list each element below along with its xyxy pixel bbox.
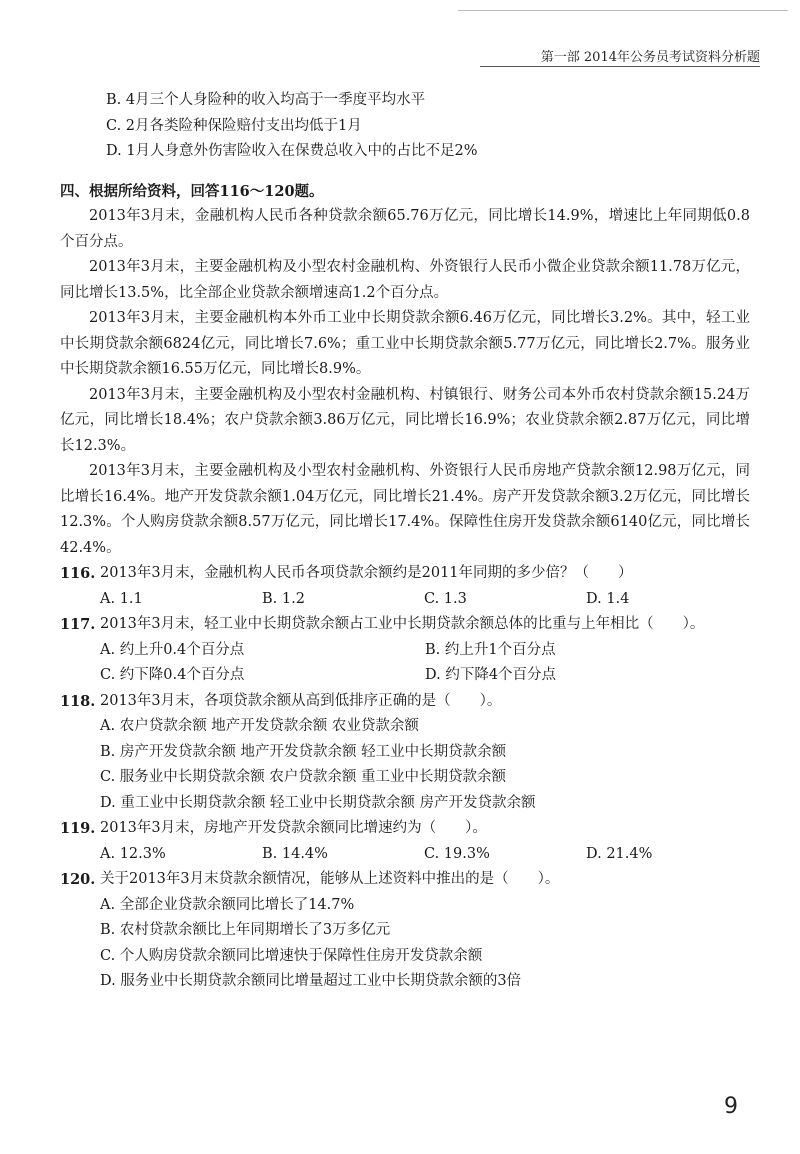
option-a: A. 12.3% — [100, 845, 166, 862]
section-title: 四、根据所给资料，回答116～120题。 — [60, 182, 324, 200]
question-116-options — [60, 587, 750, 613]
data-paragraph: 2013年3月末，主要金融机构本外币工业中长期贷款余额6.46万亿元，同比增长3.2%。其中，轻工业中长期贷款余额6824亿元，同比增长7.6%；重工业中长期贷款余额5.77万亿元，同比增长2.7%。服务业中长期贷款余额16.55万亿元，同比增长8.9%。 — [60, 310, 750, 377]
option-b: B. 约上升1个百分点 — [425, 641, 556, 658]
page-number: 9 — [724, 1094, 738, 1119]
page-content — [60, 88, 750, 995]
question-number: 118. — [60, 692, 96, 710]
question-number: 117. — [60, 616, 96, 633]
option-d: D. 重工业中长期贷款余额 轻工业中长期贷款余额 房产开发贷款余额 — [100, 794, 536, 811]
question-119-options — [60, 842, 750, 868]
option-b: B. 1.2 — [262, 590, 305, 607]
top-rule — [458, 10, 788, 11]
option-b: B. 农村贷款余额比上年同期增长了3万多亿元 — [100, 922, 391, 938]
option-d: D. 1月人身意外伤害险收入在保费总收入中的占比不足2% — [106, 143, 478, 159]
data-paragraph: 2013年3月末，主要金融机构及小型农村金融机构、村镇银行、财务公司本外币农村贷款余额15.24万亿元，同比增长18.4%；农户贷款余额3.86万亿元，同比增长16.9%；农业贷款余额2.87万亿元，同比增长12.3%。 — [60, 386, 750, 454]
option-d: D. 服务业中长期贷款余额同比增量超过工业中长期贷款余额的3倍 — [100, 973, 522, 989]
option-c: C. 服务业中长期贷款余额 农户贷款余额 重工业中长期贷款余额 — [100, 769, 507, 785]
option-d: D. 1.4 — [586, 590, 630, 607]
option-c: C. 约下降0.4个百分点 — [100, 667, 245, 683]
question-117 — [60, 612, 750, 638]
option-d: D. 21.4% — [586, 845, 653, 862]
question-number: 116. — [60, 565, 96, 582]
question-117-options-row1 — [60, 638, 750, 664]
question-117-options-row2 — [60, 663, 750, 689]
option-a: A. 农户贷款余额 地产开发贷款余额 农业贷款余额 — [100, 718, 419, 734]
option-c: C. 个人购房贷款余额同比增速快于保障性住房开发贷款余额 — [100, 947, 483, 964]
question-116 — [60, 561, 750, 587]
question-text: 2013年3月末，金融机构人民币各项贷款余额约是2011年同期的多少倍？（ ） — [100, 565, 633, 581]
question-120 — [60, 867, 750, 893]
question-number: 120. — [60, 871, 96, 888]
option-a: A. 约上升0.4个百分点 — [100, 641, 245, 658]
question-118 — [60, 689, 750, 715]
question-119 — [60, 816, 750, 842]
option-a: A. 1.1 — [100, 590, 143, 607]
option-b: B. 房产开发贷款余额 地产开发贷款余额 轻工业中长期贷款余额 — [100, 743, 507, 760]
option-d: D. 约下降4个百分点 — [425, 667, 557, 683]
question-text: 2013年3月末，各项贷款余额从高到低排序正确的是（ ）。 — [100, 692, 502, 709]
option-c: C. 1.3 — [424, 590, 467, 607]
option-b: B. 4月三个人身险种的收入均高于一季度平均水平 — [106, 92, 426, 108]
option-b: B. 14.4% — [262, 845, 328, 862]
question-text: 2013年3月末，房地产开发贷款余额同比增速约为（ ）。 — [100, 820, 487, 836]
option-c: C. 19.3% — [424, 845, 490, 862]
previous-question-options — [60, 88, 750, 165]
question-number: 119. — [60, 820, 96, 837]
data-paragraph: 2013年3月末，金融机构人民币各种贷款余额65.76万亿元，同比增长14.9%，增速比上年同期低0.8个百分点。 — [60, 208, 750, 250]
data-paragraph: 2013年3月末，主要金融机构及小型农村金融机构、外资银行人民币房地产贷款余额12.98万亿元，同比增长16.4%。地产开发贷款余额1.04万亿元，同比增长21.4%。房产开发贷款余额3.2万亿元，同比增长12.3%。个人购房贷款余额8.57万亿元，同比增长17.4%。保障性住房开发贷款余额6140亿元，同比增长42.4%。 — [60, 463, 750, 556]
data-paragraph: 2013年3月末，主要金融机构及小型农村金融机构、外资银行人民币小微企业贷款余额11.78万亿元，同比增长13.5%，比全部企业贷款余额增速高1.2个百分点。 — [60, 259, 750, 301]
question-text: 2013年3月末，轻工业中长期贷款余额占工业中长期贷款余额总体的比重与上年相比（ ）。 — [100, 616, 705, 632]
option-a: A. 全部企业贷款余额同比增长了14.7% — [100, 896, 355, 913]
question-text: 关于2013年3月末贷款余额情况，能够从上述资料中推出的是（ ）。 — [100, 871, 560, 887]
running-head: 第一部 2014年公务员考试资料分析题 — [540, 50, 760, 65]
running-head-rule — [480, 66, 760, 67]
option-c: C. 2月各类险种保险赔付支出均低于1月 — [106, 117, 362, 134]
